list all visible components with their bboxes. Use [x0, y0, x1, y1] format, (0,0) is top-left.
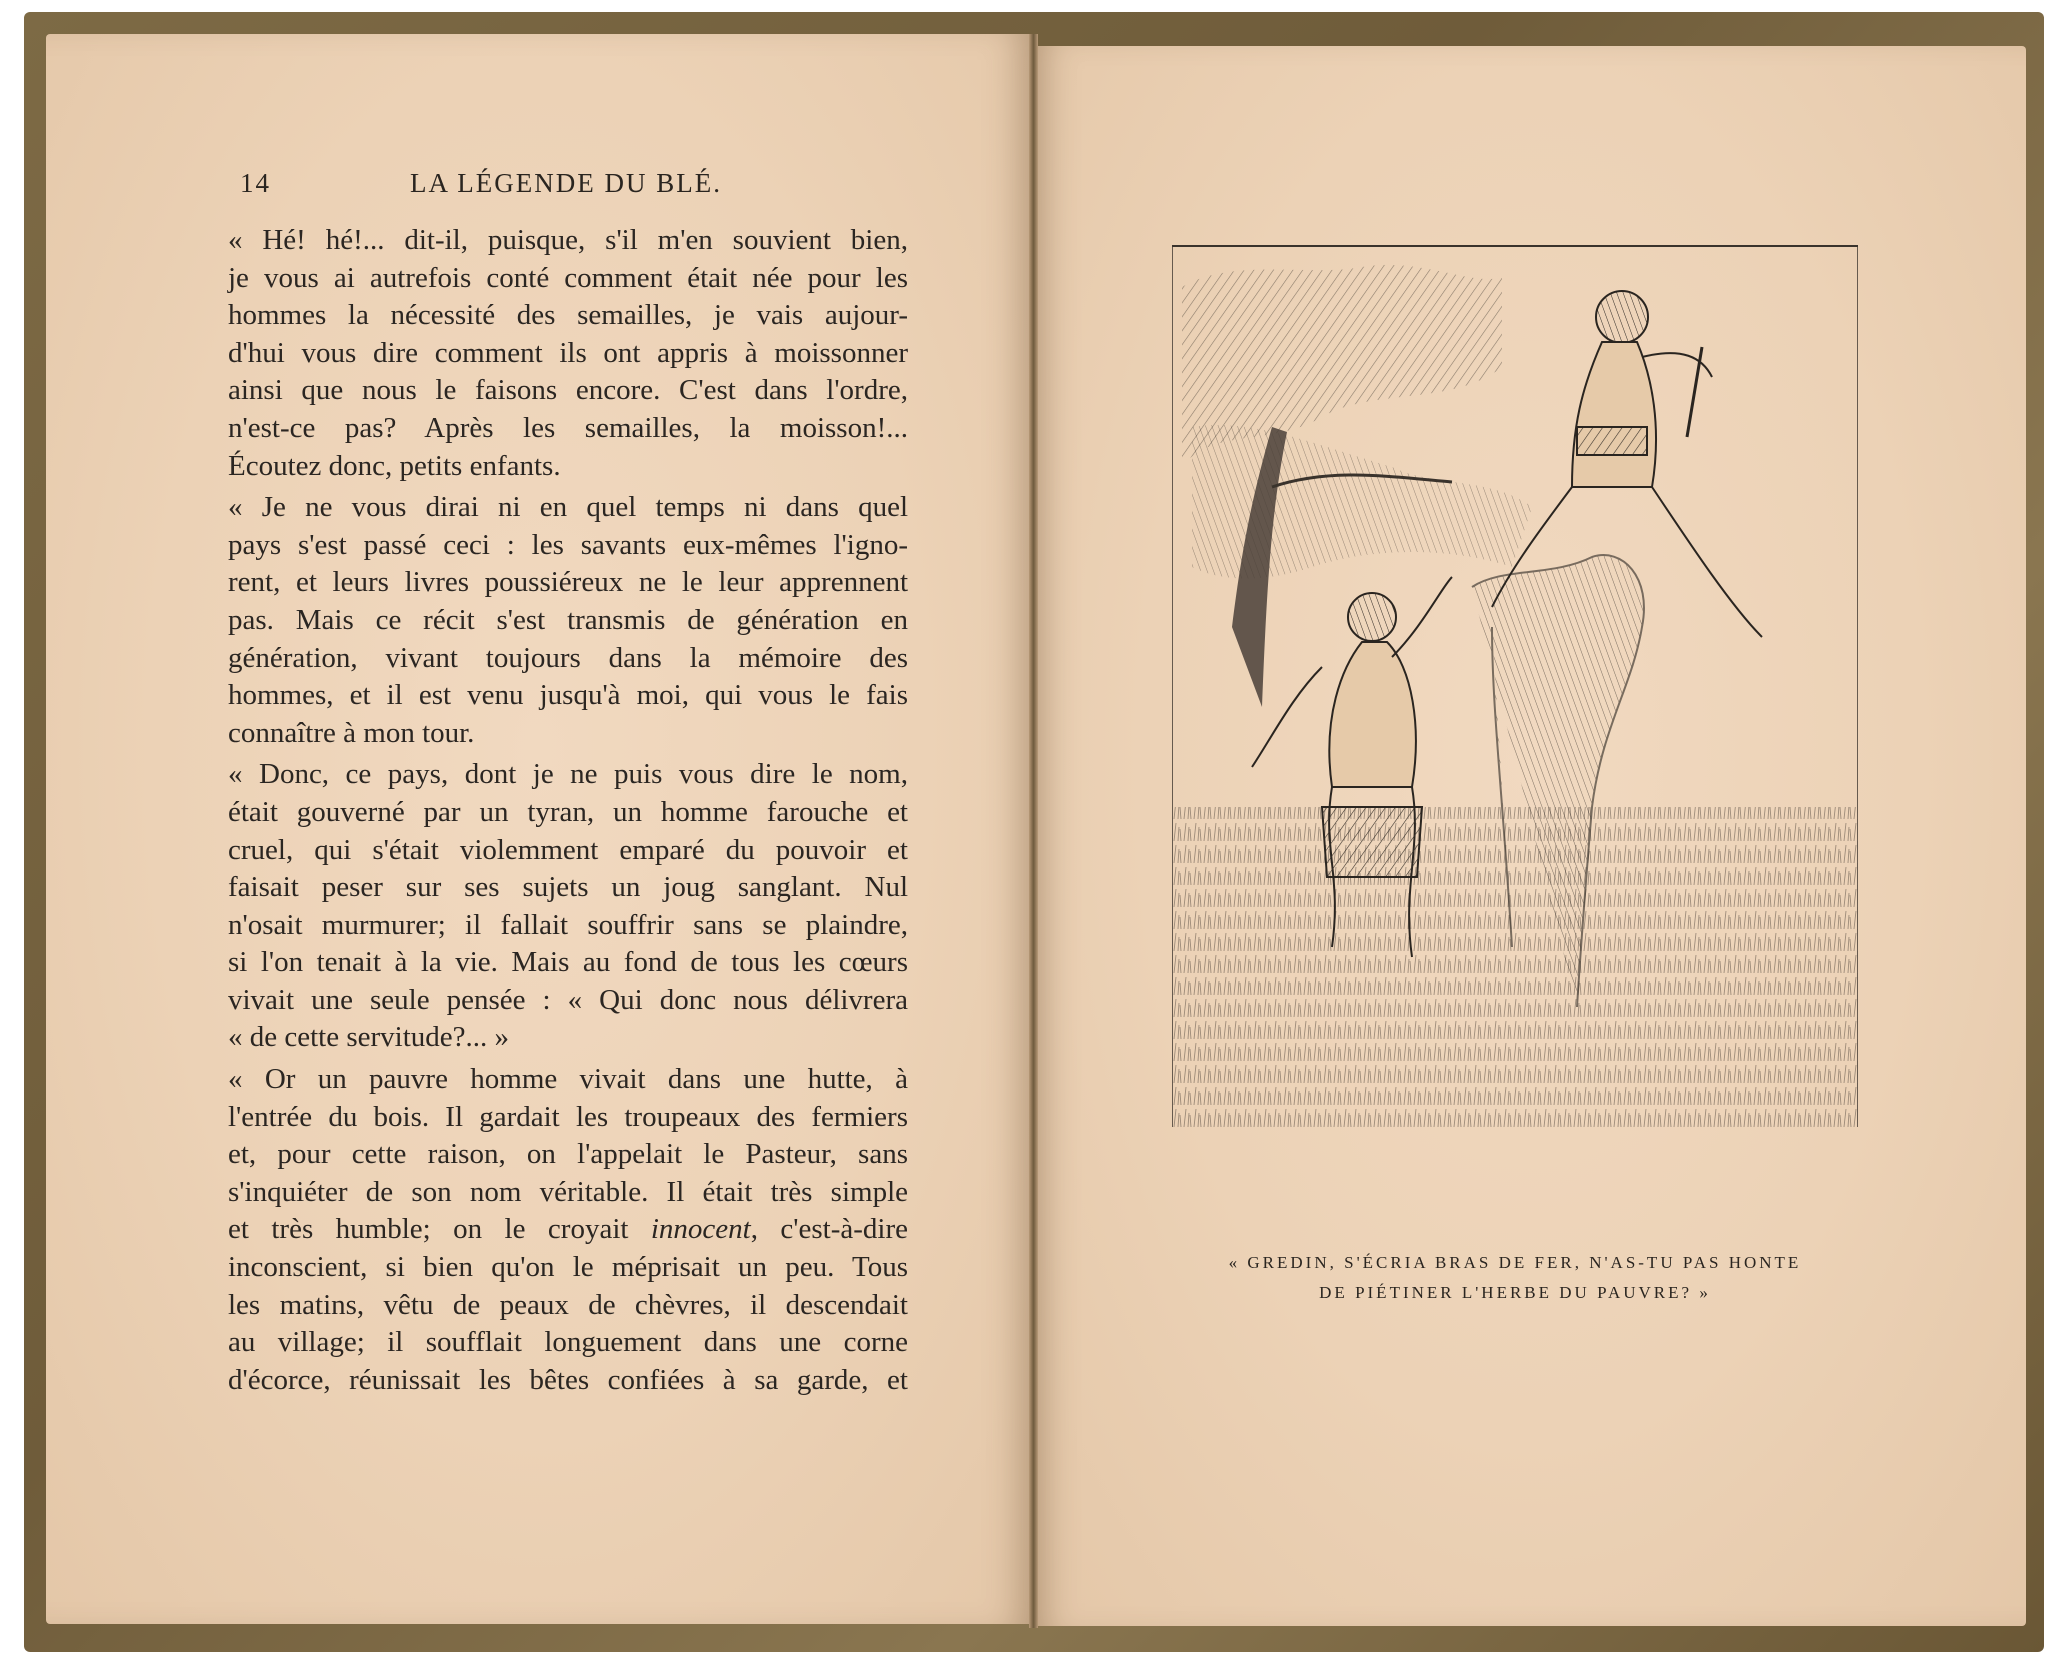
text-fragment: , c'est-à-dire: [750, 1213, 908, 1246]
text-line: rent, et leurs livres poussiéreux ne le leur apprennent: [228, 566, 908, 599]
text-line: et, pour cette raison, on l'appelait le Pasteur, sans: [228, 1138, 908, 1171]
text-line: « Or un pauvre homme vivait dans une hutte, à: [228, 1063, 908, 1096]
text-line: hommes, et il est venu jusqu'à moi, qui vous le fais: [228, 679, 908, 712]
text-line: d'hui vous dire comment ils ont appris à moissonner: [228, 336, 908, 369]
text-fragment: et très humble; on le croyait: [228, 1213, 651, 1246]
text-line: pays s'est passé ceci : les savants eux-mêmes l'igno-: [228, 528, 908, 561]
text-line: l'entrée du bois. Il gardait les troupeaux des fermiers: [228, 1100, 908, 1133]
illustration-caption: [1150, 1248, 1880, 1308]
running-head-title: LA LÉGENDE DU BLÉ.: [410, 168, 722, 198]
text-line: « Donc, ce pays, dont je ne puis vous dire le nom,: [228, 758, 908, 791]
text-line: était gouverné par un tyran, un homme farouche et: [228, 795, 908, 828]
caption-line: « GREDIN, S'ÉCRIA BRAS DE FER, N'AS-TU PAS HONTE: [1228, 1253, 1802, 1272]
book-gutter: [1029, 34, 1038, 1628]
text-line: cruel, qui s'était violemment emparé du pouvoir et: [228, 833, 908, 866]
text-line: faisait peser sur ses sujets un joug sanglant. Nul: [228, 871, 908, 904]
text-line: pas. Mais ce récit s'est transmis de génération en: [228, 603, 908, 636]
text-line: d'écorce, réunissait les bêtes confiées à sa garde, et: [228, 1363, 908, 1396]
text-line-with-italic: [228, 1211, 908, 1249]
text-line: inconscient, si bien qu'on le méprisait un peu. Tous: [228, 1251, 908, 1284]
text-line: ainsi que nous le faisons encore. C'est dans l'ordre,: [228, 374, 908, 407]
running-head: [240, 168, 920, 208]
text-line: si l'on tenait à la vie. Mais au fond de tous les cœurs: [228, 946, 908, 979]
text-line: « Hé! hé!... dit-il, puisque, s'il m'en souvient bien,: [228, 224, 908, 256]
text-line: je vous ai autrefois conté comment était née pour les: [228, 261, 908, 294]
text-line: n'est-ce pas? Après les semailles, la moisson!...: [228, 411, 908, 444]
text-line: les matins, vêtu de peaux de chèvres, il descendait: [228, 1288, 908, 1321]
text-line: vivait une seule pensée : « Qui donc nous délivrera: [228, 983, 908, 1016]
caption-line: DE PIÉTINER L'HERBE DU PAUVRE? »: [1319, 1283, 1711, 1302]
body-text: [228, 222, 908, 1399]
text-line: n'osait murmurer; il fallait souffrir sans se plaindre,: [228, 908, 908, 941]
engraving-drawing: [1172, 247, 1858, 1227]
page-number: 14: [240, 168, 271, 198]
text-line: Écoutez donc, petits enfants.: [228, 449, 561, 482]
italic-word: innocent: [650, 1213, 751, 1246]
text-line: au village; il soufflait longuement dans une corne: [228, 1326, 908, 1359]
text-line: connaître à mon tour.: [228, 716, 475, 749]
illustration-engraving: [1172, 245, 1858, 1227]
text-line: s'inquiéter de son nom véritable. Il était très simple: [228, 1175, 908, 1208]
grass-area: [1172, 807, 1858, 1127]
text-line: « Je ne vous dirai ni en quel temps ni dans quel: [228, 491, 908, 524]
text-line: génération, vivant toujours dans la mémoire des: [228, 641, 908, 674]
text-line: « de cette servitude?... »: [228, 1021, 510, 1054]
text-line: hommes la nécessité des semailles, je vais aujour-: [228, 299, 908, 332]
